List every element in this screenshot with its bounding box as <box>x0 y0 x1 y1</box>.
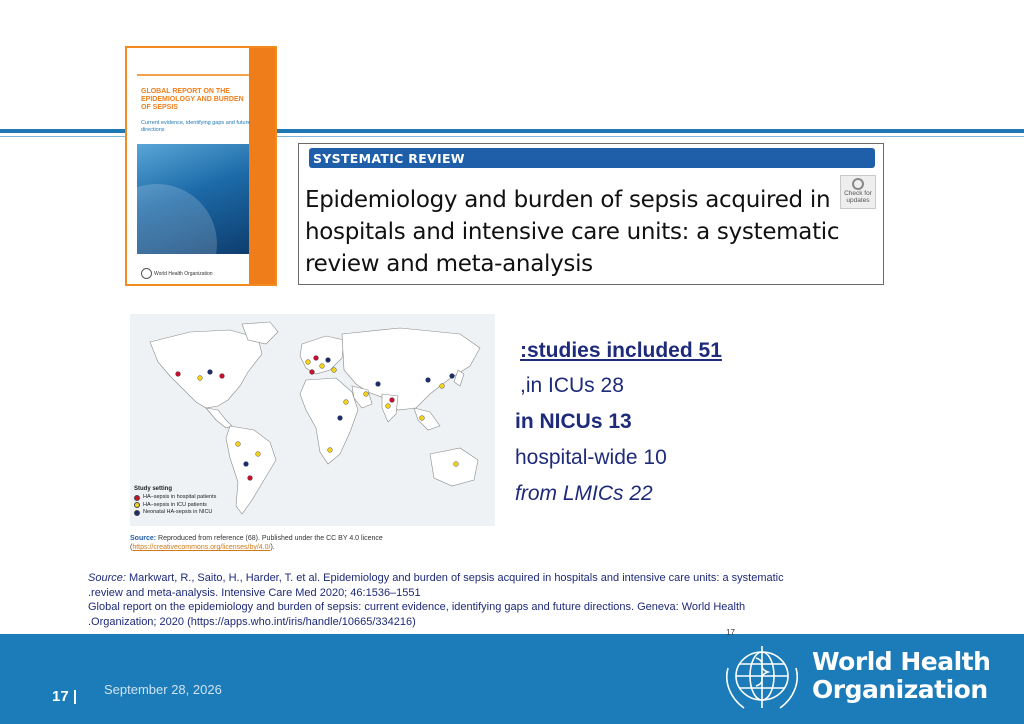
who-wordmark-line-1: World Health <box>812 647 991 676</box>
slide-number-tag: 17 <box>726 628 735 637</box>
marker-nicu <box>338 416 343 421</box>
citation-line-3: Global report on the epidemiology and burden of sepsis: current evidence, identifying gaps and future directions. Geneva: World Health <box>88 601 746 613</box>
citation-line-4: .Organization; 2020 (https://apps.who.int/iris/handle/10665/334216) <box>88 615 416 628</box>
marker-nicu <box>426 378 431 383</box>
map-source-end: ). <box>270 544 275 551</box>
marker-icu <box>256 452 261 457</box>
central-america-shape <box>206 408 232 428</box>
marker-nicu <box>244 462 249 467</box>
check-for-updates-badge[interactable] <box>840 175 876 209</box>
legend-item-nicu <box>134 509 216 517</box>
marker-nicu <box>376 382 381 387</box>
legend-label: Neonatal HA-sepsis in NICU <box>143 509 213 515</box>
cover-who-logo <box>141 268 213 279</box>
page-number-value: 17 <box>52 688 69 705</box>
badge-text: Check for updates <box>844 190 872 204</box>
report-cover-image <box>125 46 277 286</box>
citation-line-2: .review and meta-analysis. Intensive Care Med 2020; 46:1536–1551 <box>88 586 421 599</box>
marker-hospital <box>248 476 253 481</box>
who-wordmark-line-2: Organization <box>812 675 988 704</box>
navy-dot-icon <box>134 510 140 516</box>
cover-photo <box>137 144 249 254</box>
stat-hospital-wide: hospital-wide 10 <box>515 446 667 469</box>
marker-icu <box>236 442 241 447</box>
article-header-image <box>298 143 884 285</box>
marker-nicu <box>208 370 213 375</box>
red-dot-icon <box>134 495 140 501</box>
marker-hospital <box>176 372 181 377</box>
cover-subtitle: Current evidence, identifying gaps and future directions <box>141 120 251 133</box>
globe-icon <box>141 268 152 279</box>
legend-item-icu <box>134 502 216 510</box>
india-shape <box>382 394 398 422</box>
legend-label: HA–sepsis in hospital patients <box>143 494 217 500</box>
marker-icu <box>454 462 459 467</box>
marker-icu <box>364 392 369 397</box>
marker-icu <box>332 368 337 373</box>
marker-icu <box>306 360 311 365</box>
slide-date: September 28, 2026 <box>104 682 222 697</box>
map-source-caption <box>130 534 496 552</box>
marker-icu <box>344 400 349 405</box>
page-separator: | <box>72 688 78 705</box>
marker-nicu <box>326 358 331 363</box>
article-title: Epidemiology and burden of sepsis acquired in hospitals and intensive care units: a systematic review and meta-analysis <box>305 187 840 277</box>
marker-icu <box>328 448 333 453</box>
page-number <box>52 688 77 705</box>
cover-band <box>137 74 249 76</box>
citation-text-1: Markwart, R., Saito, H., Harder, T. et al. Epidemiology and burden of sepsis acquired in hospitals and intensive care units: a systematic <box>125 572 784 584</box>
marker-icu <box>386 404 391 409</box>
cover-title: GLOBAL REPORT ON THE EPIDEMIOLOGY AND BURDEN OF SEPSIS <box>141 88 244 111</box>
world-map <box>130 314 495 526</box>
yellow-dot-icon <box>134 502 140 508</box>
southeast-asia-shape <box>414 408 440 430</box>
citation-source-label: Source: <box>88 572 126 584</box>
stat-icu: ,in ICUs 28 <box>520 374 624 397</box>
map-legend <box>134 486 216 517</box>
legend-title: Study setting <box>134 486 173 492</box>
map-source-text: Reproduced from reference (68). Published under the CC BY 4.0 licence ( <box>130 535 383 551</box>
marker-icu <box>420 416 425 421</box>
north-america-shape <box>150 330 262 408</box>
who-emblem-icon <box>720 638 804 718</box>
marker-hospital <box>314 356 319 361</box>
stat-nicu: in NICUs 13 <box>515 410 632 433</box>
marker-hospital <box>390 398 395 403</box>
marker-hospital <box>310 370 315 375</box>
australia-shape <box>430 448 478 486</box>
legend-item-hospital <box>134 494 216 502</box>
stat-lmic: from LMICs 22 <box>515 482 653 505</box>
marker-nicu <box>450 374 455 379</box>
marker-hospital <box>220 374 225 379</box>
who-wordmark <box>812 648 990 704</box>
banner-label: SYSTEMATIC REVIEW <box>313 151 465 166</box>
cover-logo-text: World Health Organization <box>154 270 213 277</box>
license-link[interactable]: https://creativecommons.org/licenses/by/4.0/ <box>132 544 271 551</box>
marker-icu <box>320 364 325 369</box>
legend-label: HA–sepsis in ICU patients <box>143 501 207 508</box>
marker-icu <box>440 384 445 389</box>
systematic-review-banner <box>309 148 875 168</box>
cover-orange-strip <box>249 48 275 284</box>
studies-included-heading: :studies included 51 <box>520 339 722 362</box>
map-source-label: Source: <box>130 535 157 542</box>
citation-block <box>88 571 878 629</box>
south-america-shape <box>226 426 276 514</box>
citation-line-1 <box>88 571 878 586</box>
marker-icu <box>198 376 203 381</box>
refresh-icon <box>852 178 864 190</box>
